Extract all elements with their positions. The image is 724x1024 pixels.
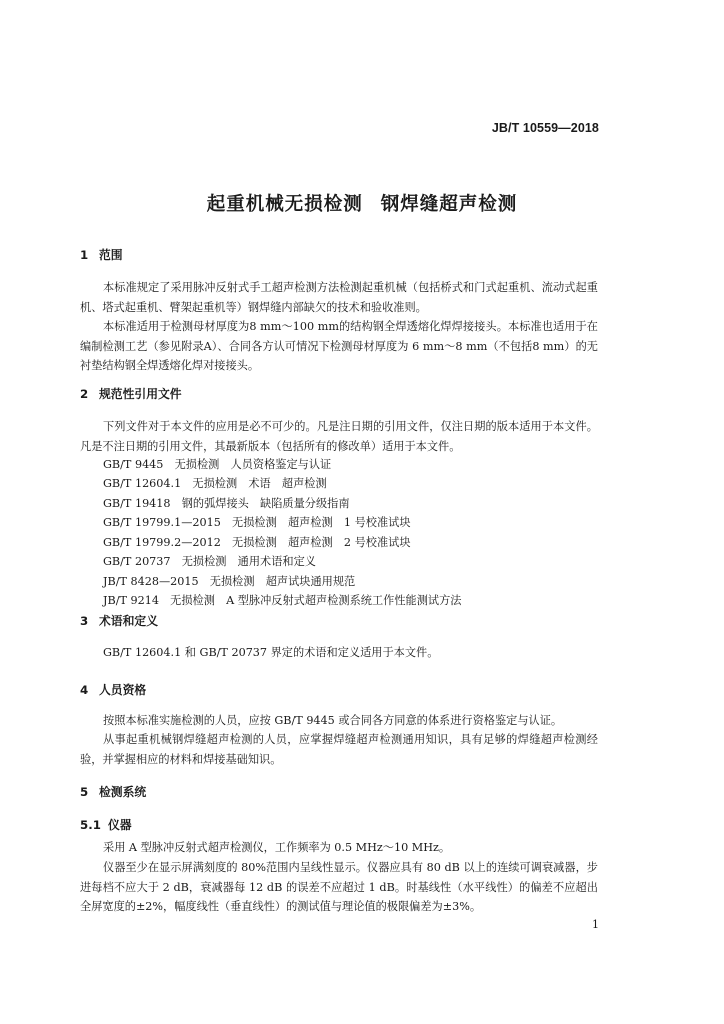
subsection-number: 5.1 — [80, 818, 101, 832]
section-number: 1 — [80, 248, 89, 262]
reference-item: GB/T 20737 无损检测 通用术语和定义 — [103, 555, 316, 568]
reference-item: GB/T 19799.1—2015 无损检测 超声检测 1 号校准试块 — [103, 516, 411, 529]
section-3-paragraph: GB/T 12604.1 和 GB/T 20737 界定的术语和定义适用于本文件。 — [103, 646, 439, 659]
section-title: 人员资格 — [99, 683, 147, 697]
page-number: 1 — [592, 918, 599, 931]
section-title: 规范性引用文件 — [99, 387, 182, 401]
section-title: 检测系统 — [99, 785, 147, 799]
section-1-paragraph-2: 本标准适用于检测母材厚度为8 mm～100 mm的结构钢全焊透熔化焊焊接接头。本标准也适用于在编制检测工艺（参见附录A）、合同各方认可情况下检测母材厚度为 6 mm～8 mm（不包括8 mm）的无衬垫结构钢全焊透熔化焊对接接头。 — [80, 320, 598, 372]
section-4-heading — [80, 681, 146, 698]
document-title — [0, 190, 724, 216]
reference-item: GB/T 19799.2—2012 无损检测 超声检测 2 号校准试块 — [103, 536, 411, 549]
section-5-heading — [80, 783, 146, 800]
section-2-intro: 下列文件对于本文件的应用是必不可少的。凡是注日期的引用文件，仅注日期的版本适用于本文件。凡是不注日期的引用文件，其最新版本（包括所有的修改单）适用于本文件。 — [80, 420, 598, 453]
reference-item: GB/T 12604.1 无损检测 术语 超声检测 — [103, 477, 327, 490]
reference-item: GB/T 9445 无损检测 人员资格鉴定与认证 — [103, 458, 332, 471]
reference-item: GB/T 19418 钢的弧焊接头 缺陷质量分级指南 — [103, 497, 350, 510]
section-4-paragraph-2: 从事起重机械钢焊缝超声检测的人员，应掌握焊缝超声检测通用知识，具有足够的焊缝超声检测经验，并掌握相应的材料和焊接基础知识。 — [80, 733, 598, 766]
section-title: 范围 — [99, 248, 123, 262]
section-1-heading — [80, 246, 123, 263]
section-number: 4 — [80, 683, 89, 697]
subsection-5-1-paragraph-1: 采用 A 型脉冲反射式超声检测仪，工作频率为 0.5 MHz～10 MHz。 — [103, 841, 451, 854]
subsection-title: 仪器 — [108, 818, 132, 832]
document-code: JB/T 10559—2018 — [491, 121, 599, 135]
section-number: 5 — [80, 785, 89, 799]
section-number: 2 — [80, 387, 89, 401]
section-2-heading — [80, 385, 182, 402]
section-title: 术语和定义 — [99, 614, 158, 628]
section-4-paragraph-1: 按照本标准实施检测的人员，应按 GB/T 9445 或合同各方同意的体系进行资格鉴定与认证。 — [103, 714, 563, 727]
title-part1: 起重机械无损检测 — [206, 194, 363, 215]
subsection-5-1-heading — [80, 816, 132, 833]
title-part2: 钢焊缝超声检测 — [380, 194, 518, 215]
section-3-heading — [80, 612, 158, 629]
reference-item: JB/T 9214 无损检测 A 型脉冲反射式超声检测系统工作性能测试方法 — [103, 594, 462, 607]
reference-item: JB/T 8428—2015 无损检测 超声试块通用规范 — [103, 575, 356, 588]
subsection-5-1-paragraph-2: 仪器至少在显示屏满刻度的 80%范围内呈线性显示。仪器应具有 80 dB 以上的连续可调衰减器，步进每档不应大于 2 dB，衰减器每 12 dB 的误差不应超过 1 dB。时基线性（水平线性）的偏差不应超出全屏宽度的±2%，幅度线性（垂直线性）的测试值与理论值的极限偏差为±3%。 — [80, 861, 598, 913]
section-number: 3 — [80, 614, 89, 628]
section-1-paragraph-1: 本标准规定了采用脉冲反射式手工超声检测方法检测起重机械（包括桥式和门式起重机、流动式起重机、塔式起重机、臂架起重机等）钢焊缝内部缺欠的技术和验收准则。 — [80, 281, 598, 314]
